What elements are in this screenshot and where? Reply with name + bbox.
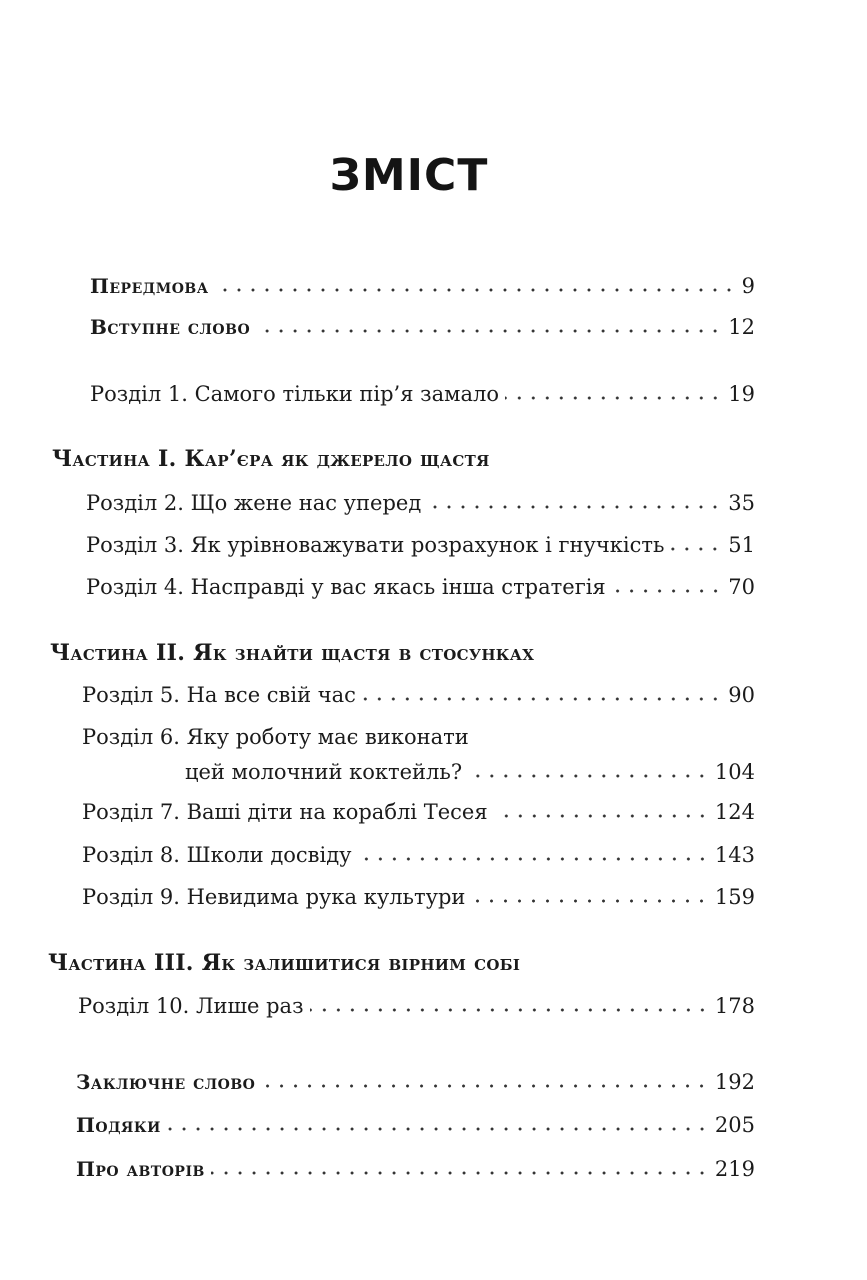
entry-page-number: 51	[728, 533, 755, 557]
entry-label: Розділ 10. Лише раз	[78, 994, 304, 1018]
toc-entry-chapter-3[interactable]	[86, 531, 755, 559]
entry-label: цей молочний коктейль?	[185, 760, 463, 784]
toc-entry-chapter-2[interactable]	[86, 489, 755, 517]
part-heading: Частина II. Як знайти щастя в стосунках	[50, 640, 535, 666]
entry-label: Розділ 4. Насправді у вас якась інша стратегія	[86, 575, 606, 599]
toc-entry-chapter-1[interactable]	[90, 380, 755, 408]
dot-leader	[362, 695, 722, 703]
toc-entry-about-authors[interactable]	[76, 1155, 755, 1183]
toc-entry-chapter-7[interactable]	[82, 798, 755, 826]
dot-leader	[670, 545, 722, 553]
dot-leader	[494, 812, 709, 820]
dot-leader	[468, 772, 709, 780]
entry-label: Вступне слово	[90, 315, 251, 339]
entry-label: Подяки	[76, 1113, 161, 1137]
toc-entry-chapter-9[interactable]	[82, 883, 755, 911]
entry-page-number: 35	[728, 491, 755, 515]
toc-entry-chapter-5[interactable]	[82, 681, 755, 709]
toc-entry-chapter-4[interactable]	[86, 573, 755, 601]
toc-entry-acknowledgments[interactable]	[76, 1111, 755, 1139]
entry-page-number: 159	[714, 885, 755, 909]
entry-page-number: 192	[714, 1070, 755, 1094]
toc-entry-chapter-8[interactable]	[82, 841, 755, 869]
entry-label: Розділ 1. Самого тільки пір’я замало	[90, 382, 499, 406]
entry-page-number: 12	[728, 315, 755, 339]
entry-label: Передмова	[90, 274, 209, 298]
entry-label: Розділ 5. На все свій час	[82, 683, 356, 707]
toc-entry-chapter-6[interactable]	[185, 758, 755, 786]
dot-leader	[471, 897, 709, 905]
entry-label: Про авторів	[76, 1157, 205, 1181]
dot-leader	[261, 1082, 709, 1090]
toc-entry-preface[interactable]	[90, 272, 755, 300]
dot-leader	[215, 286, 736, 294]
entry-page-number: 90	[728, 683, 755, 707]
dot-leader	[358, 855, 709, 863]
entry-label: Заключне слово	[76, 1070, 256, 1094]
toc-entry-introduction[interactable]	[90, 313, 755, 341]
dot-leader	[427, 503, 722, 511]
entry-page-number: 124	[714, 800, 755, 824]
entry-label: Розділ 7. Ваші діти на кораблі Тесея	[82, 800, 488, 824]
part-heading: Частина III. Як залишитися вірним собі	[48, 950, 521, 976]
entry-label: Розділ 3. Як урівноважувати розрахунок і гнучкість	[86, 533, 665, 557]
dot-leader	[167, 1125, 709, 1133]
toc-entry-afterword[interactable]	[76, 1068, 755, 1096]
dot-leader	[505, 394, 722, 402]
entry-label: Розділ 8. Школи досвіду	[82, 843, 352, 867]
toc-entry-chapter-10[interactable]	[78, 992, 755, 1020]
entry-page-number: 70	[728, 575, 755, 599]
entry-page-number: 205	[714, 1113, 755, 1137]
part-heading: Частина I. Кар’єра як джерело щастя	[52, 446, 490, 472]
entry-label: Розділ 2. Що жене нас уперед	[86, 491, 422, 515]
entry-label: Розділ 9. Невидима рука культури	[82, 885, 466, 909]
entry-page-number: 219	[714, 1157, 755, 1181]
dot-leader	[211, 1169, 709, 1177]
entry-page-number: 9	[741, 274, 755, 298]
dot-leader	[310, 1006, 709, 1014]
entry-page-number: 19	[728, 382, 755, 406]
dot-leader	[256, 327, 722, 335]
page-title: ЗМІСТ	[329, 150, 489, 201]
dot-leader	[612, 587, 723, 595]
entry-page-number: 104	[714, 760, 755, 784]
entry-page-number: 143	[714, 843, 755, 867]
toc-entry-chapter-6-line1[interactable]: Розділ 6. Яку роботу має виконати	[82, 725, 469, 749]
entry-page-number: 178	[714, 994, 755, 1018]
